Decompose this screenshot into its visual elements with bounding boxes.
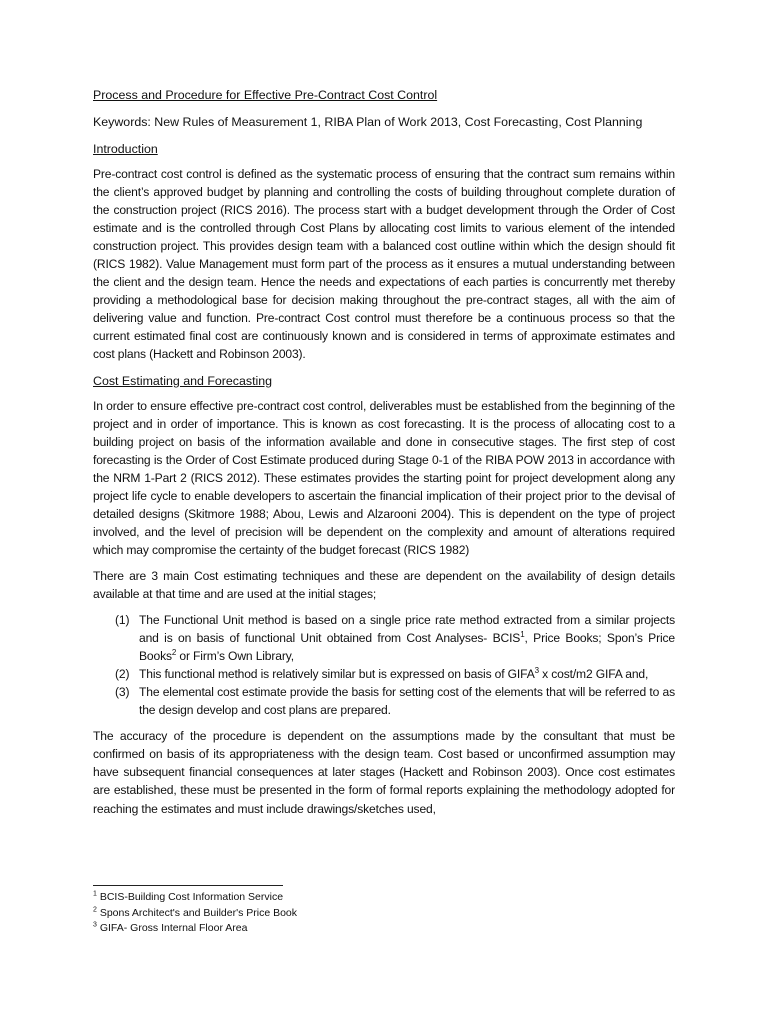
list-item-number: (2) bbox=[115, 667, 130, 682]
footnote-mark: 3 bbox=[93, 921, 97, 929]
forecasting-paragraph-1: In order to ensure effective pre-contract cost control, deliverables must be established from the beginning of the project and in order of importance. This is known as cost forecasting. It is the process of allocating cost to a building project on basis of the information available and done in consecutive stages. The first step of cost forecasting is the Order of Cost Estimate produced during Stage 0-1 of the RIBA POW 2013 in accordance with the NRM 1-Part 2 (RICS 2012). These estimates provides the starting point for project development along any project life cycle to enable developers to ascertain the financial implication of their project prior to the devisal of detailed designs (Skitmore 1988; Abou, Lewis and Alzarooni 2004). This is dependent on the type of project involved, and the level of precision will be dependent on the complexity and amount of alterations required which may compromise the certainty of the budget forecast (RICS 1982) bbox=[93, 398, 675, 557]
list-item-text: The Functional Unit method is based on a single price rate method extracted from a similar projects and is on basis of functional Unit obtained from Cost Analyses- BCIS bbox=[139, 613, 675, 646]
footnote-text: GIFA- Gross Internal Floor Area bbox=[96, 922, 248, 934]
footnote-reference: 1 bbox=[520, 630, 525, 640]
estimating-techniques-list bbox=[93, 611, 675, 719]
footnote-divider bbox=[93, 885, 283, 886]
introduction-paragraph: Pre-contract cost control is defined as the systematic process of ensuring that the contract sum remains within the client’s approved budget by planning and controlling the costs of building throughout complete duration of the construction project (RICS 2016). The process start with a budget development through the Order of Cost estimate and is the controlled through Cost Plans by allocating cost limits to various element of the intended construction project. This provides design team with a balanced cost outline within which the design should fit (RICS 1982). Value Management must form part of the process as it ensures a mutual understanding between the client and the design team. Hence the needs and expectations of each parties is concurrently met thereby providing a methodological base for decision making throughout the pre-contract stages, all with the aim of delivering value and function. Pre-contract Cost control must therefore be a continuous process so that the current estimated final cost are continuously known and is considered in terms of approximate estimates and cost plans (Hackett and Robinson 2003). bbox=[93, 167, 675, 362]
document-title: Process and Procedure for Effective Pre-Contract Cost Control bbox=[93, 88, 438, 102]
list-item bbox=[93, 683, 675, 719]
forecasting-paragraph-3: The accuracy of the procedure is dependent on the assumptions made by the consultant that must be confirmed on basis of its appropriateness with the design team. Cost based or unconfirmed assumption may have subsequent financial consequences at later stages (Hackett and Robinson 2003). Once cost estimates are established, these must be presented in the form of formal reports explaining the methodology adopted for reaching the estimates and must include drawings/sketches used, bbox=[93, 729, 675, 816]
introduction-heading: Introduction bbox=[93, 142, 158, 156]
footnote-mark: 2 bbox=[93, 906, 97, 913]
list-item-number: (1) bbox=[115, 613, 130, 628]
list-item-text: The elemental cost estimate provide the basis for setting cost of the elements that will be referred to as the design develop and cost plans are prepared. bbox=[139, 685, 675, 718]
footnote-1 bbox=[93, 890, 675, 906]
keywords-line: Keywords: New Rules of Measurement 1, RIBA Plan of Work 2013, Cost Forecasting, Cost Planning bbox=[93, 115, 643, 129]
forecasting-heading: Cost Estimating and Forecasting bbox=[93, 373, 273, 388]
footnote-2 bbox=[93, 906, 675, 922]
forecasting-paragraph-2: There are 3 main Cost estimating techniques and these are dependent on the availability of design details available at that time and are used at the initial stages; bbox=[93, 568, 675, 601]
footnote-3 bbox=[93, 921, 675, 937]
list-item-number: (3) bbox=[115, 685, 130, 700]
list-item-text: This functional method is relatively similar but is expressed on basis of GIFA bbox=[139, 667, 535, 682]
footnote-text: Spons Architect's and Builder's Price Book bbox=[96, 906, 298, 919]
footnote-reference: 3 bbox=[534, 666, 539, 676]
list-item bbox=[93, 665, 675, 683]
list-item-text: or Firm’s Own Library, bbox=[176, 649, 294, 664]
list-item bbox=[93, 611, 675, 665]
list-item-text: , Price Books; Spon’s Price Books bbox=[139, 631, 675, 664]
footnotes bbox=[93, 890, 675, 937]
footnote-reference: 2 bbox=[171, 648, 177, 658]
footnote-text: BCIS-Building Cost Information Service bbox=[96, 891, 284, 903]
footnote-mark: 1 bbox=[93, 890, 97, 898]
list-item-text: x cost/m2 GIFA and, bbox=[538, 667, 649, 682]
document-page bbox=[93, 86, 675, 826]
